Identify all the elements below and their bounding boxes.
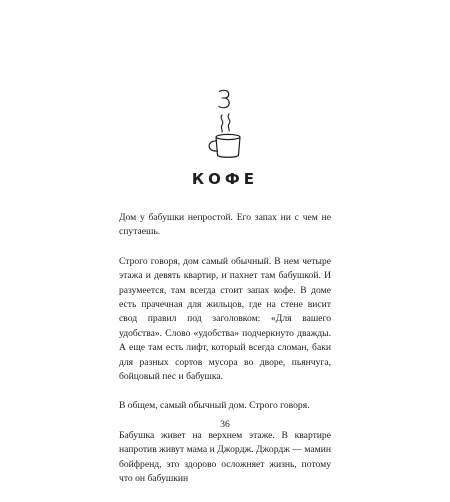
chapter-number: 3 bbox=[216, 85, 234, 114]
page-number: 36 bbox=[220, 419, 230, 430]
coffee-cup-icon bbox=[202, 112, 248, 162]
chapter-title: КОФЕ bbox=[191, 170, 259, 188]
paragraph: Бабушка живет на верхнем этаже. В квартире напротив живут мама и Джордж. Джордж — мамин бойфренд, это здорово осложняет жизнь, потому что он бабушкин bbox=[119, 429, 331, 485]
chapter-body bbox=[119, 211, 331, 502]
paragraph: В общем, самый обычный дом. Строго говоря. bbox=[119, 400, 310, 412]
paragraph: Дом у бабушки непростой. Его запах ни с чем не спутаешь. bbox=[119, 212, 331, 238]
paragraph: Строго говоря, дом самый обычный. В нем четыре этажа и девять квартир, и пахнет там бабушкой. И разумеется, там всегда стоит запах кофе. В доме есть прачечная для жильцов, где на стене висит свод правил под заголовком: «Для вашего удобства». Слово «удобства» подчеркнуто дважды. А еще там есть лифт, который всегда сломан, баки для разных сортов мусора во дворе, пьянчуга, бойцовый пес и бабушка. bbox=[119, 255, 331, 383]
